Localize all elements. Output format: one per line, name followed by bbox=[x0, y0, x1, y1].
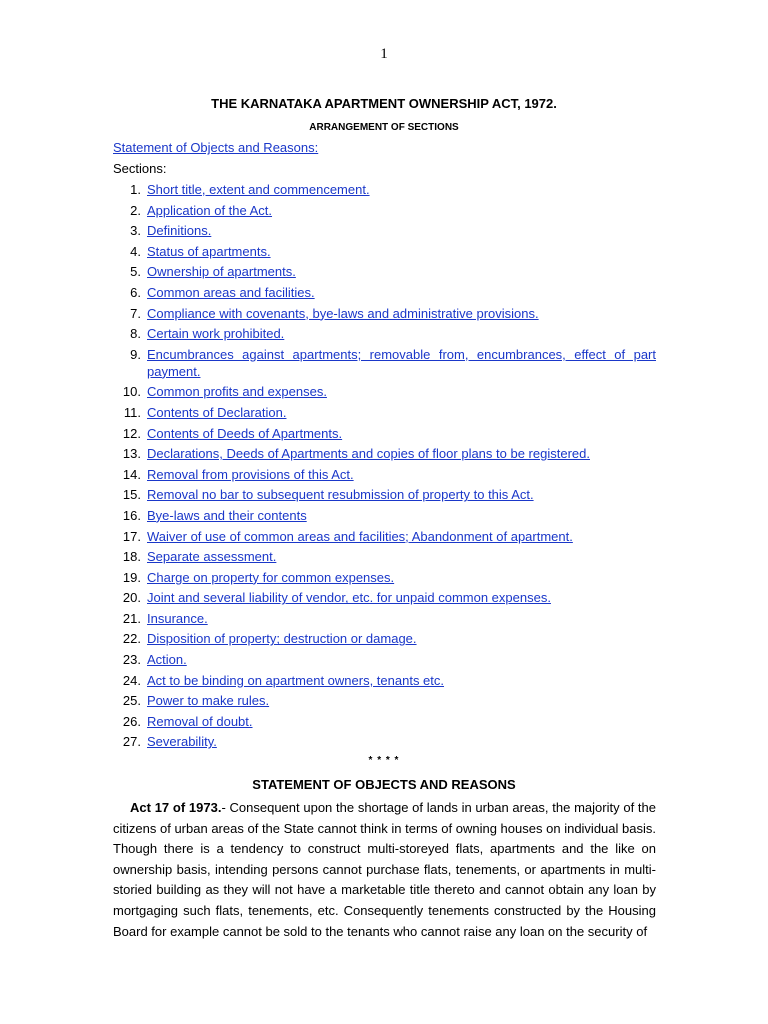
act-reference: Act 17 of 1973. bbox=[130, 800, 222, 815]
section-link[interactable]: Action. bbox=[147, 652, 187, 668]
section-item bbox=[113, 528, 656, 545]
section-item bbox=[113, 548, 656, 565]
section-number: 11. bbox=[123, 404, 141, 420]
statement-of-objects-link[interactable]: Statement of Objects and Reasons: bbox=[113, 140, 319, 155]
section-number: 19. bbox=[122, 569, 141, 585]
section-number: 24. bbox=[122, 672, 141, 688]
section-link[interactable]: Removal no bar to subsequent resubmission of property to this Act. bbox=[147, 487, 534, 503]
section-number: 9. bbox=[130, 346, 141, 362]
section-item bbox=[113, 284, 656, 301]
section-number: 3. bbox=[130, 223, 141, 239]
section-number: 23. bbox=[122, 652, 141, 668]
section-item bbox=[113, 507, 656, 524]
section-item bbox=[113, 713, 656, 730]
section-item bbox=[113, 672, 656, 689]
section-number: 6. bbox=[130, 284, 141, 300]
section-number: 10. bbox=[122, 384, 141, 400]
section-number: 16. bbox=[122, 507, 141, 523]
section-link[interactable]: Common areas and facilities. bbox=[147, 284, 315, 300]
section-number: 26. bbox=[122, 713, 141, 729]
section-link[interactable]: Certain work prohibited. bbox=[147, 326, 285, 342]
section-item bbox=[113, 589, 656, 606]
section-number: 4. bbox=[130, 243, 141, 259]
section-link[interactable]: Act to be binding on apartment owners, tenants etc. bbox=[147, 672, 445, 688]
section-number: 5. bbox=[130, 264, 141, 280]
section-link[interactable]: Removal of doubt. bbox=[147, 713, 253, 729]
section-link[interactable]: Power to make rules. bbox=[147, 693, 270, 709]
section-link[interactable]: Status of apartments. bbox=[147, 243, 271, 259]
section-link[interactable]: Bye-laws and their contents bbox=[147, 507, 307, 523]
section-number: 18. bbox=[122, 549, 141, 565]
section-item bbox=[113, 651, 656, 668]
section-number: 2. bbox=[130, 202, 141, 218]
section-item bbox=[113, 445, 656, 462]
separator-stars: * * * * bbox=[368, 755, 400, 766]
section-item bbox=[113, 692, 656, 709]
section-link[interactable]: Joint and several liability of vendor, etc. for unpaid common expenses. bbox=[147, 590, 551, 606]
section-number: 1. bbox=[130, 182, 141, 197]
section-link[interactable]: Contents of Deeds of Apartments. bbox=[147, 425, 343, 441]
section-number: 21. bbox=[122, 610, 141, 626]
section-number: 17. bbox=[122, 528, 141, 544]
section-link[interactable]: Short title, extent and commencement. bbox=[147, 182, 370, 197]
sections-list bbox=[113, 181, 656, 754]
section-item bbox=[113, 305, 656, 322]
page-number: 1 bbox=[380, 46, 388, 62]
statement-text: - Consequent upon the shortage of lands in urban areas, the majority of the citizens of urban areas of the State cannot think in terms of owning houses on individual basis. Though there is a tendency to construct multi-storeyed flats, apartments and the like on ownership basis, intending persons cannot purchase flats, tenements, or apartments in multi-storied building as they will not have a marketable title thereto and cannot obtain any loan by mortgaging such flats, tenements, etc. Consequently tenements constructed by the Housing Board for example cannot be sold to the tenants who cannot raise any loan on the security of bbox=[113, 800, 656, 939]
section-link[interactable]: Removal from provisions of this Act. bbox=[147, 466, 354, 482]
section-item bbox=[113, 569, 656, 586]
arrangement-heading: ARRANGEMENT OF SECTIONS bbox=[309, 122, 459, 133]
section-link[interactable]: Disposition of property; destruction or damage. bbox=[147, 631, 417, 647]
section-item bbox=[113, 383, 656, 400]
section-item bbox=[113, 486, 656, 503]
section-item bbox=[113, 222, 656, 239]
section-number: 27. bbox=[122, 734, 141, 750]
section-item bbox=[113, 202, 656, 219]
section-item bbox=[113, 263, 656, 280]
statement-heading: STATEMENT OF OBJECTS AND REASONS bbox=[252, 777, 516, 792]
section-item bbox=[113, 404, 656, 421]
section-link[interactable]: Common profits and expenses. bbox=[147, 384, 327, 400]
section-number: 8. bbox=[130, 326, 141, 342]
section-link[interactable]: Waiver of use of common areas and facilities; Abandonment of apartment. bbox=[147, 528, 573, 544]
sections-label: Sections: bbox=[113, 161, 167, 176]
section-item bbox=[113, 346, 656, 380]
section-link[interactable]: Insurance. bbox=[147, 610, 208, 626]
section-link[interactable]: Separate assessment. bbox=[147, 549, 277, 565]
section-number: 25. bbox=[122, 693, 141, 709]
section-number: 14. bbox=[122, 466, 141, 482]
statement-paragraph bbox=[113, 798, 656, 942]
document-title: THE KARNATAKA APARTMENT OWNERSHIP ACT, 1972. bbox=[211, 96, 557, 111]
section-link[interactable]: Compliance with covenants, bye-laws and administrative provisions. bbox=[147, 305, 539, 321]
section-item bbox=[113, 181, 656, 198]
section-link[interactable]: Severability. bbox=[147, 734, 217, 750]
section-number: 12. bbox=[122, 425, 141, 441]
section-number: 13. bbox=[122, 446, 141, 462]
section-item bbox=[113, 610, 656, 627]
section-number: 22. bbox=[122, 631, 141, 647]
section-link[interactable]: Encumbrances against apartments; removable from, encumbrances, effect of part payment. bbox=[147, 346, 656, 379]
section-item bbox=[113, 425, 656, 442]
section-item bbox=[113, 243, 656, 260]
section-item bbox=[113, 630, 656, 647]
section-number: 7. bbox=[130, 305, 141, 321]
section-link[interactable]: Definitions. bbox=[147, 223, 212, 239]
section-number: 15. bbox=[122, 487, 141, 503]
section-link[interactable]: Application of the Act. bbox=[147, 202, 273, 218]
section-number: 20. bbox=[122, 590, 141, 606]
section-item bbox=[113, 325, 656, 342]
section-item bbox=[113, 733, 656, 750]
section-link[interactable]: Ownership of apartments. bbox=[147, 264, 296, 280]
section-link[interactable]: Charge on property for common expenses. bbox=[147, 569, 395, 585]
section-link[interactable]: Declarations, Deeds of Apartments and copies of floor plans to be registered. bbox=[147, 446, 590, 462]
section-item bbox=[113, 466, 656, 483]
section-link[interactable]: Contents of Declaration. bbox=[147, 404, 287, 420]
